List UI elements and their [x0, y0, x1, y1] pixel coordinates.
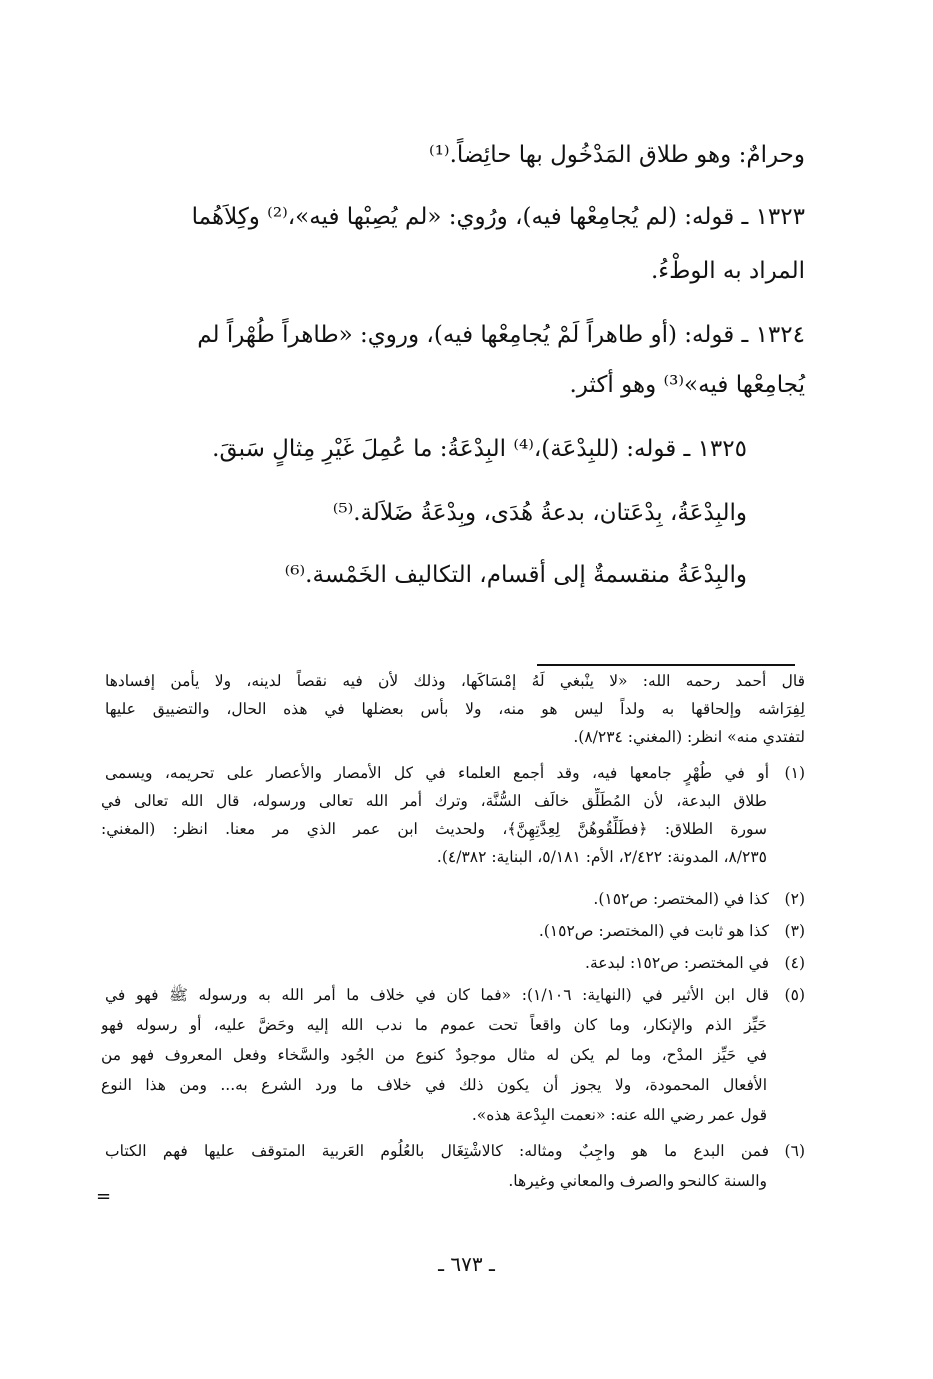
main-text-line: والبِدْعَةُ، بِدْعَتان، بدعةُ هُدَى، وبِدْعَةُ ضَلاَلة.⁽⁵⁾: [332, 500, 747, 526]
footnote-text: فمن البدع ما هو واجِبٌ ومثاله: كالاشْتِغَال بالعُلُوم العَربية المتوقف عليها فهم الكتاب: [105, 1142, 769, 1160]
main-text-line: يُجامِعْها فيه»⁽³⁾ وهو أكثر.: [569, 372, 805, 398]
footnote-carry-line: لتفتدي منه» انظر: (المغني: ٨/٢٣٤).: [573, 728, 805, 746]
footnote-6: [105, 1138, 805, 1164]
footnote-number: (١): [784, 764, 805, 782]
footnote-number: (٥): [784, 986, 805, 1004]
footnote-1: [105, 760, 805, 786]
footnote-text: كذا هو ثابت في (المختصر: ص١٥٢).: [538, 922, 769, 940]
footnote-3: [105, 918, 805, 944]
footnote-text: قال ابن الأثير في (النهاية: ١/١٠٦): «فما كان في خلاف ما أمر الله به ورسوله ﷺ فهو في: [105, 986, 769, 1004]
footnote-number: (٤): [784, 954, 805, 972]
footnote-text: كذا في (المختصر: ص١٥٢).: [593, 890, 769, 908]
footnote-1-line: ٨/٢٣٥، المدونة: ٢/٤٢٢، الأم: ٥/١٨١، البناية: ٤/٣٨٢).: [436, 848, 767, 866]
footnote-1-line: طلاق البدعة، لأن المُطَلِّق خالَف السُّنَّة، وترك أمر الله تعالى ورسوله، قال الله تعالى في: [101, 792, 767, 810]
footnote-4: [105, 950, 805, 976]
footnote-5-line: حَيِّز الذم والإنكار، وما كان واقعاً تحت عموم ما ندب الله إليه وحَضَّ عليه، أو رسوله فهو: [101, 1016, 767, 1034]
footnote-number: (٣): [784, 922, 805, 940]
main-text-line: ١٣٢٣ ـ قوله: (لم يُجامِعْها فيه)، ورُوي: «لم يُصِبْها فيه»،⁽²⁾ وكِلاَهُما: [191, 204, 805, 230]
footnote-text: أو في طُهْرٍ جامعها فيه، وقد أجمع العلماء في كل الأمصار والأعصار على تحريمه، ويسمى: [105, 764, 769, 782]
footnote-separator: [537, 664, 795, 666]
footnote-6-line: والسنة كالنحو والصرف والمعاني وغيرها.: [508, 1172, 767, 1190]
main-text-line: ١٣٢٥ ـ قوله: (للبِدْعَة)،⁽⁴⁾ البِدْعَةُ: ما عُمِلَ غَيْرِ مِثالٍ سَبقَ.: [212, 436, 747, 462]
main-text-line: وحرامٌ: وهو طلاق المَدْخُول بها حائِضاً.⁽¹⁾: [429, 142, 805, 168]
footnote-number: (٢): [784, 890, 805, 908]
main-text-line: ١٣٢٤ ـ قوله: (أو طاهراً لَمْ يُجامِعْها فيه)، وروي: «طاهراً طُهْراً لم: [197, 322, 805, 348]
footnote-carry-line: قال أحمد رحمه الله: «لا ينْبغي لَهُ إمْسَاكَها، وذلك لأن فيه نقصاً لدينه، ولا يأمن إفسادها: [105, 672, 805, 690]
continuation-mark: =: [96, 1186, 112, 1207]
main-text-line: المراد به الوطْءُ.: [650, 258, 805, 284]
footnote-text: في المختصر: ص١٥٢: لبدعة.: [585, 954, 769, 972]
footnote-5-line: قول عمر رضي الله عنه: «نعمت البِدْعة هذه».: [471, 1106, 767, 1124]
footnote-5: [105, 982, 805, 1008]
footnote-number: (٦): [784, 1142, 805, 1160]
page-number: ـ ٦٧٣ ـ: [438, 1252, 495, 1276]
footnote-5-line: الأفعال المحمودة، ولا يجوز أن يكون ذلك في خلاف ما ورد الشرع به... ومن هذا النوع: [101, 1076, 767, 1094]
footnote-1-line: سورة الطلاق: ﴿فطَلِّقُوهُنَّ لِعِدَّتِهِنَّ﴾، ولحديث ابن عمر الذي مر معنا. انظر: (المغني:: [101, 820, 767, 838]
footnote-2: [105, 886, 805, 912]
footnote-carry-line: لِفِرَاشه وإلحاقها به ولداً ليس هو منه، ولا بأس بعضلها في هذه الحال، والتضييق عليها: [105, 700, 805, 718]
main-text-line: والبِدْعَةُ منقسمةٌ إلى أقسام، التكاليف الخَمْسة.⁽⁶⁾: [284, 562, 747, 588]
footnote-5-line: في حَيِّز المدْح، وما لم يكن له مثال موجودٌ كنوع من الجُود والسَّخاء وفعل المعروف فهو من: [101, 1046, 767, 1064]
